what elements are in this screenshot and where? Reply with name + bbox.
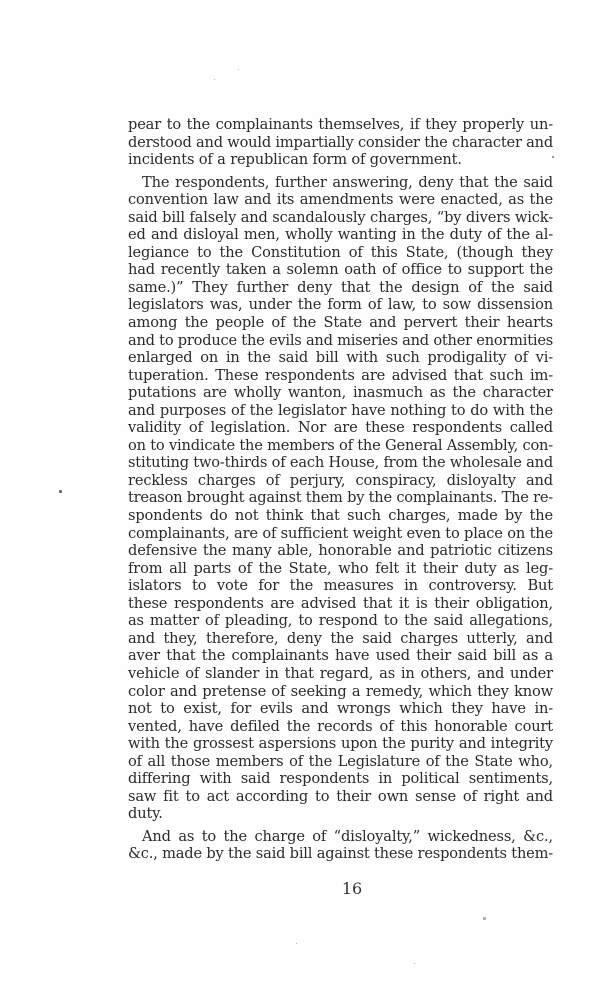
text-line: complainants, are of sufficient weight even to place on the — [128, 524, 553, 542]
scan-speck — [296, 943, 297, 944]
text-line: tuperation. These respondents are advised that such im- — [128, 366, 553, 384]
text-line: with the grossest aspersions upon the purity and integrity — [128, 735, 553, 753]
scan-speck — [214, 79, 215, 80]
text-line: vented, have defiled the records of this honorable court — [128, 717, 553, 735]
scan-speck — [238, 69, 239, 70]
text-line: reckless charges of perjury, conspiracy, disloyalty and — [128, 471, 553, 489]
body-text — [128, 116, 553, 863]
text-line: had recently taken a solemn oath of office to support the — [128, 261, 553, 279]
text-line: and to produce the evils and miseries and other enormities — [128, 331, 553, 349]
text-line: saw fit to act according to their own sense of right and — [128, 787, 553, 805]
scan-speck — [59, 490, 62, 493]
text-line: duty. — [128, 805, 163, 823]
paragraph — [128, 174, 553, 823]
text-line: aver that the complainants have used their said bill as a — [128, 647, 553, 665]
text-line: said bill falsely and scandalously charges, “by divers wick- — [128, 208, 553, 226]
text-line: stituting two-thirds of each House, from the wholesale and — [128, 454, 553, 472]
text-line: convention law and its amendments were enacted, as the — [128, 191, 553, 209]
text-line: among the people of the State and pervert their hearts — [128, 314, 553, 332]
text-line: color and pretense of seeking a remedy, which they know — [128, 682, 553, 700]
text-line: And as to the charge of “disloyalty,” wickedness, &c., — [142, 827, 553, 845]
scan-speck — [414, 963, 415, 964]
text-line: legiance to the Constitution of this State, (though they — [128, 243, 553, 261]
paragraph — [128, 828, 553, 863]
text-line: of all those members of the Legislature of the State who, — [128, 752, 553, 770]
text-line: these respondents are advised that it is their obligation, — [128, 594, 553, 612]
text-line: islators to vote for the measures in controversy. But — [128, 577, 553, 595]
text-line: and purposes of the legislator have nothing to do with the — [128, 401, 553, 419]
text-line: incidents of a republican form of government. — [128, 151, 462, 169]
text-line: ed and disloyal men, wholly wanting in the duty of the al- — [128, 226, 553, 244]
text-line: legislators was, under the form of law, to sow dissension — [128, 296, 553, 314]
text-line: and they, therefore, deny the said charges utterly, and — [128, 629, 553, 647]
text-line: treason brought against them by the complainants. The re- — [128, 489, 553, 507]
text-line: defensive the many able, honorable and patriotic citizens — [128, 542, 553, 560]
text-line: pear to the complainants themselves, if they properly un- — [128, 116, 553, 133]
text-line: The respondents, further answering, deny that the said — [142, 173, 553, 191]
text-line: putations are wholly wanton, inasmuch as the character — [128, 384, 553, 402]
text-line: from all parts of the State, who felt it their duty as leg- — [128, 559, 553, 577]
text-line: on to vindicate the members of the General Assembly, con- — [128, 436, 553, 454]
scan-speck — [483, 917, 486, 920]
text-line: derstood and would impartially consider the character and — [128, 133, 553, 151]
text-line: &c., made by the said bill against these respondents them- — [128, 845, 553, 863]
scan-speck — [552, 156, 554, 158]
paragraph — [128, 116, 553, 169]
text-line: vehicle of slander in that regard, as in others, and under — [128, 664, 553, 682]
text-line: same.)” They further deny that the design of the said — [128, 278, 553, 296]
text-line: not to exist, for evils and wrongs which they have in- — [128, 700, 553, 718]
page-number: 16 — [341, 879, 363, 898]
text-line: as matter of pleading, to respond to the said allegations, — [128, 612, 553, 630]
text-line: enlarged on in the said bill with such prodigality of vi- — [128, 349, 553, 367]
text-line: differing with said respondents in political sentiments, — [128, 770, 553, 788]
text-line: spondents do not think that such charges, made by the — [128, 507, 553, 525]
text-line: validity of legislation. Nor are these respondents called — [128, 419, 553, 437]
